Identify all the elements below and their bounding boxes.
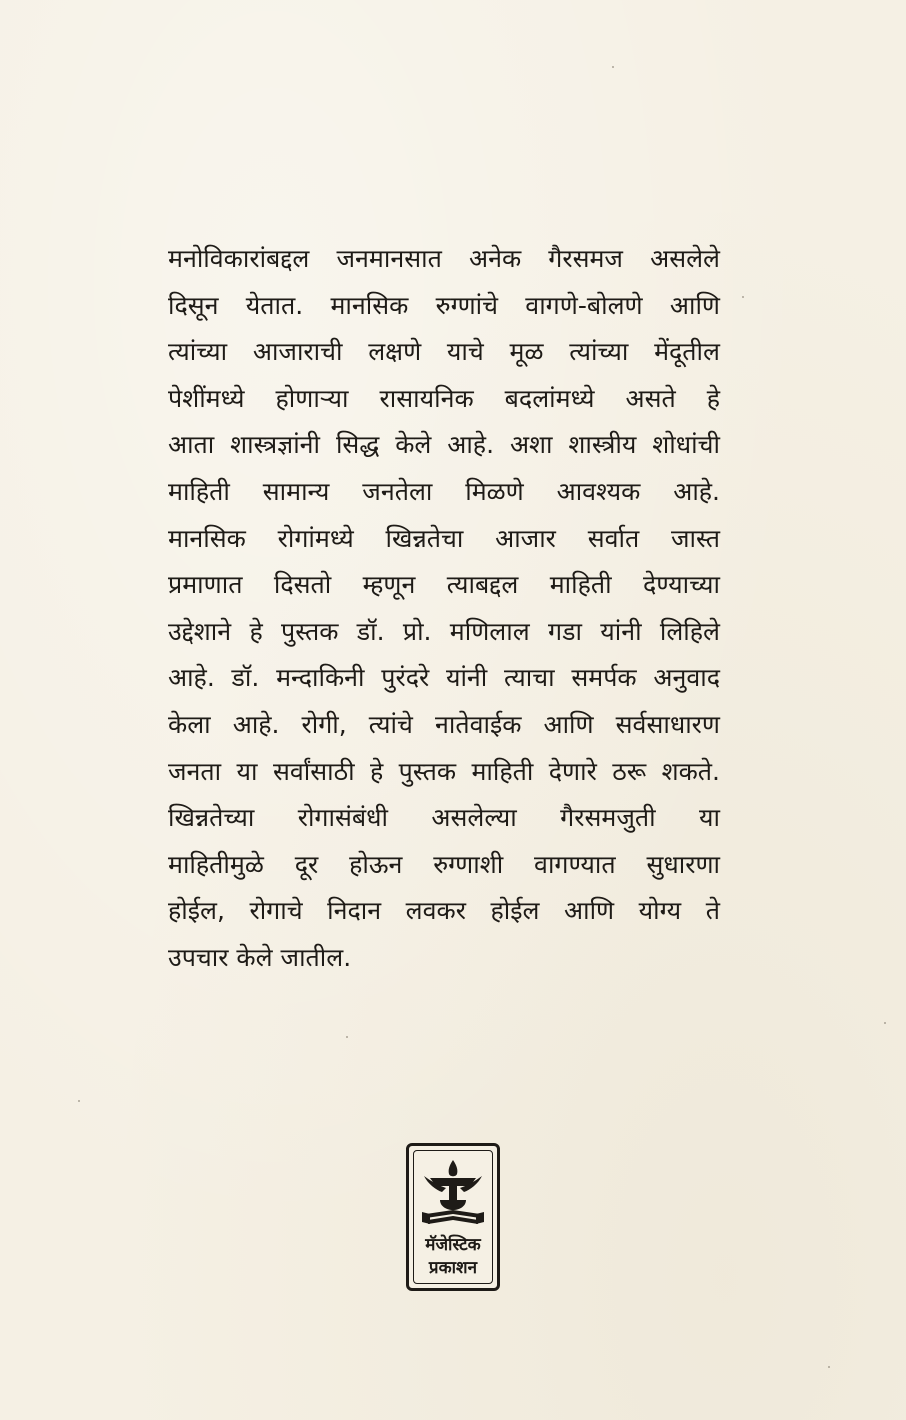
- blurb-line: आता शास्त्रज्ञांनी सिद्ध केले आहे. अशा शास्त्रीय शोधांची: [168, 430, 720, 460]
- blurb-line: होईल, रोगाचे निदान लवकर होईल आणि योग्य ते: [168, 896, 720, 926]
- blurb-line: त्यांच्या आजाराची लक्षणे याचे मूळ त्यांच्या मेंदूतील: [168, 337, 720, 367]
- blurb-line: प्रमाणात दिसतो म्हणून त्याबद्दल माहिती देण्याच्या: [168, 570, 720, 600]
- publisher-name-line2: प्रकाशन: [428, 1258, 478, 1278]
- blurb-line: माहिती सामान्य जनतेला मिळणे आवश्यक आहे.: [168, 476, 720, 506]
- blurb-line: जनता या सर्वांसाठी हे पुस्तक माहिती देणारे ठरू शकते.: [168, 756, 720, 786]
- blurb-line: आहे. डॉ. मन्दाकिनी पुरंदरे यांनी त्याचा समर्पक अनुवाद: [168, 663, 720, 693]
- paper-speck: [612, 66, 614, 68]
- paper-speck: [346, 1036, 348, 1038]
- paper-speck: [828, 1366, 830, 1368]
- blurb-line: माहितीमुळे दूर होऊन रुग्णाशी वागण्यात सुधारणा: [168, 849, 720, 879]
- lamp-icon: [418, 1156, 488, 1234]
- paper-speck: [742, 296, 744, 298]
- blurb-line: खिन्नतेच्या रोगासंबंधी असलेल्या गैरसमजुती या: [168, 803, 720, 833]
- paper-speck: [78, 1100, 80, 1102]
- blurb-line: दिसून येतात. मानसिक रुग्णांचे वागणे-बोलणे आणि: [168, 290, 720, 320]
- publisher-logo: [406, 1143, 500, 1291]
- blurb-line: उद्देशाने हे पुस्तक डॉ. प्रो. मणिलाल गडा यांनी लिहिले: [168, 616, 720, 646]
- blurb-line: पेशींमध्ये होणाऱ्या रासायनिक बदलांमध्ये असते हे: [168, 383, 720, 413]
- blurb-line: मानसिक रोगांमध्ये खिन्नतेचा आजार सर्वात जास्त: [168, 523, 720, 553]
- paper-speck: [884, 1022, 886, 1024]
- blurb-line: केला आहे. रोगी, त्यांचे नातेवाईक आणि सर्वसाधारण: [168, 709, 720, 739]
- blurb-paragraph: [168, 236, 720, 982]
- blurb-line: उपचार केले जातील.: [168, 942, 352, 972]
- blurb-line: मनोविकारांबद्दल जनमानसात अनेक गैरसमज असलेले: [168, 244, 720, 273]
- publisher-name-line1: मॅजेस्टिक: [425, 1235, 481, 1255]
